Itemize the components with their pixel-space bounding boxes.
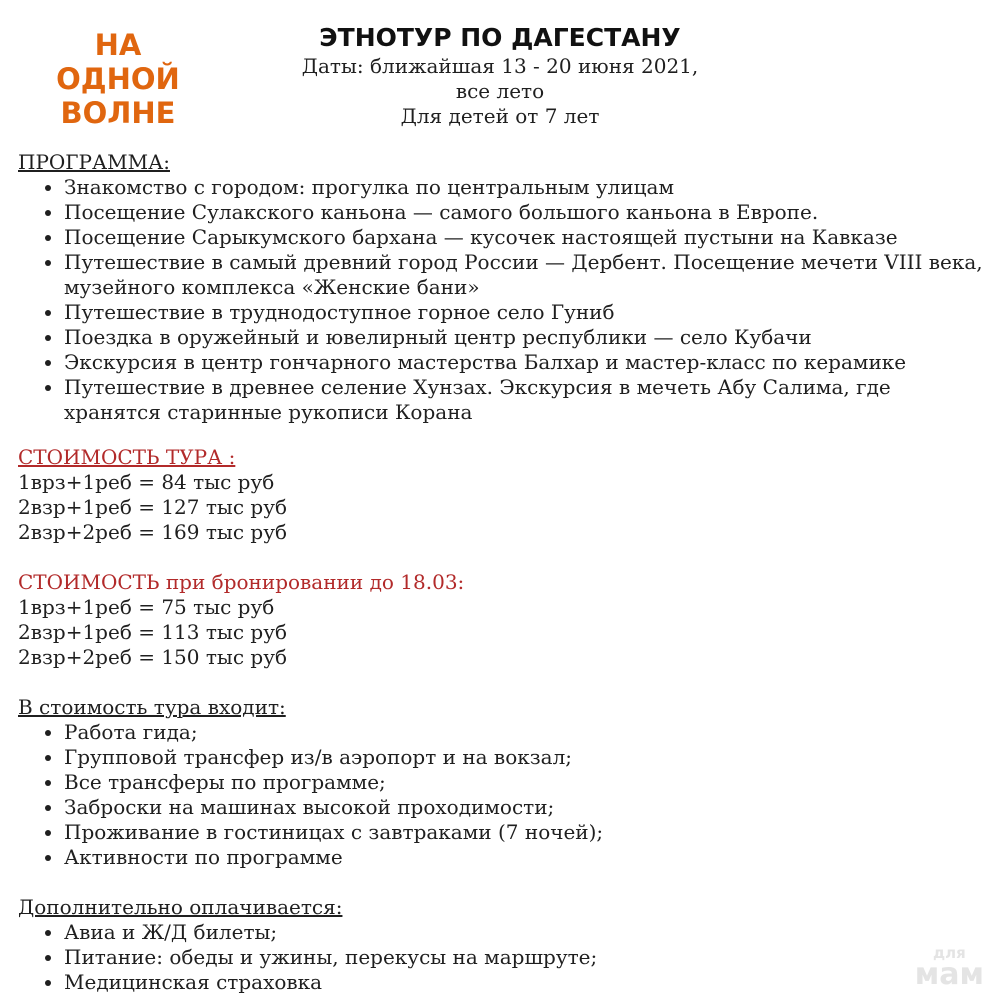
logo <box>28 28 208 130</box>
age-limit: Для детей от 7 лет <box>400 104 600 128</box>
content <box>18 150 988 995</box>
included-item: • Заброски на машинах высокой проходимости; <box>64 795 988 820</box>
program-item: • Посещение Сарыкумского бархана — кусочек настоящей пустыни на Кавказе <box>64 225 988 250</box>
price-row: 2взр+1реб = 113 тыс руб <box>18 620 288 644</box>
logo-line-2: ВОЛНЕ <box>60 96 176 130</box>
included-heading: В стоимость тура входит: <box>18 695 286 719</box>
program-item: • Экскурсия в центр гончарного мастерства Балхар и мастер-класс по керамике <box>64 350 988 375</box>
price-row: 2взр+1реб = 127 тыс руб <box>18 495 288 519</box>
extra-heading: Дополнительно оплачивается: <box>18 895 343 919</box>
program-list <box>18 175 988 425</box>
included-list <box>18 720 988 870</box>
price-row: 2взр+2реб = 169 тыс руб <box>18 520 288 544</box>
included-item: • Активности по программе <box>64 845 988 870</box>
early-cost-heading: СТОИМОСТЬ при бронировании до 18.03: <box>18 570 465 594</box>
tour-summer: все лето <box>455 79 545 103</box>
watermark <box>915 946 984 990</box>
program-heading: ПРОГРАММА: <box>18 150 170 174</box>
early-cost-prices <box>18 595 988 670</box>
program-item: • Посещение Сулакского каньона — самого большого каньона в Европе. <box>64 200 988 225</box>
extra-list <box>18 920 988 995</box>
extra-item: • Питание: обеды и ужины, перекусы на маршруте; <box>64 945 988 970</box>
watermark-line-1: для <box>932 944 966 962</box>
included-item: • Все трансферы по программе; <box>64 770 988 795</box>
extra-item: • Авиа и Ж/Д билеты; <box>64 920 988 945</box>
included-item: • Проживание в гостиницах с завтраками (7 ночей); <box>64 820 988 845</box>
watermark-line-2: мам <box>914 957 984 992</box>
program-item: • Знакомство с городом: прогулка по центральным улицам <box>64 175 988 200</box>
price-row: 2взр+2реб = 150 тыс руб <box>18 645 288 669</box>
price-row: 1врз+1реб = 84 тыс руб <box>18 470 275 494</box>
page-title: ЭТНОТУР ПО ДАГЕСТАНУ <box>319 23 681 52</box>
program-item: • Путешествие в древнее селение Хунзах. Экскурсия в мечеть Абу Салима, где хранятся старинные рукописи Корана <box>64 375 988 425</box>
included-item: • Работа гида; <box>64 720 988 745</box>
program-item: • Путешествие в труднодоступное горное село Гуниб <box>64 300 988 325</box>
program-item: • Поездка в оружейный и ювелирный центр республики — село Кубачи <box>64 325 988 350</box>
included-item: • Групповой трансфер из/в аэропорт и на вокзал; <box>64 745 988 770</box>
price-row: 1врз+1реб = 75 тыс руб <box>18 595 275 619</box>
logo-line-1: НА ОДНОЙ <box>56 28 180 96</box>
extra-item: • Медицинская страховка <box>64 970 988 995</box>
cost-prices <box>18 470 988 545</box>
program-item: • Путешествие в самый древний город России — Дербент. Посещение мечети VIII века, музейного комплекса «Женские бани» <box>64 250 988 300</box>
tour-dates: Даты: ближайшая 13 - 20 июня 2021, <box>301 54 699 78</box>
header <box>250 22 750 129</box>
cost-heading: СТОИМОСТЬ ТУРА : <box>18 445 236 469</box>
